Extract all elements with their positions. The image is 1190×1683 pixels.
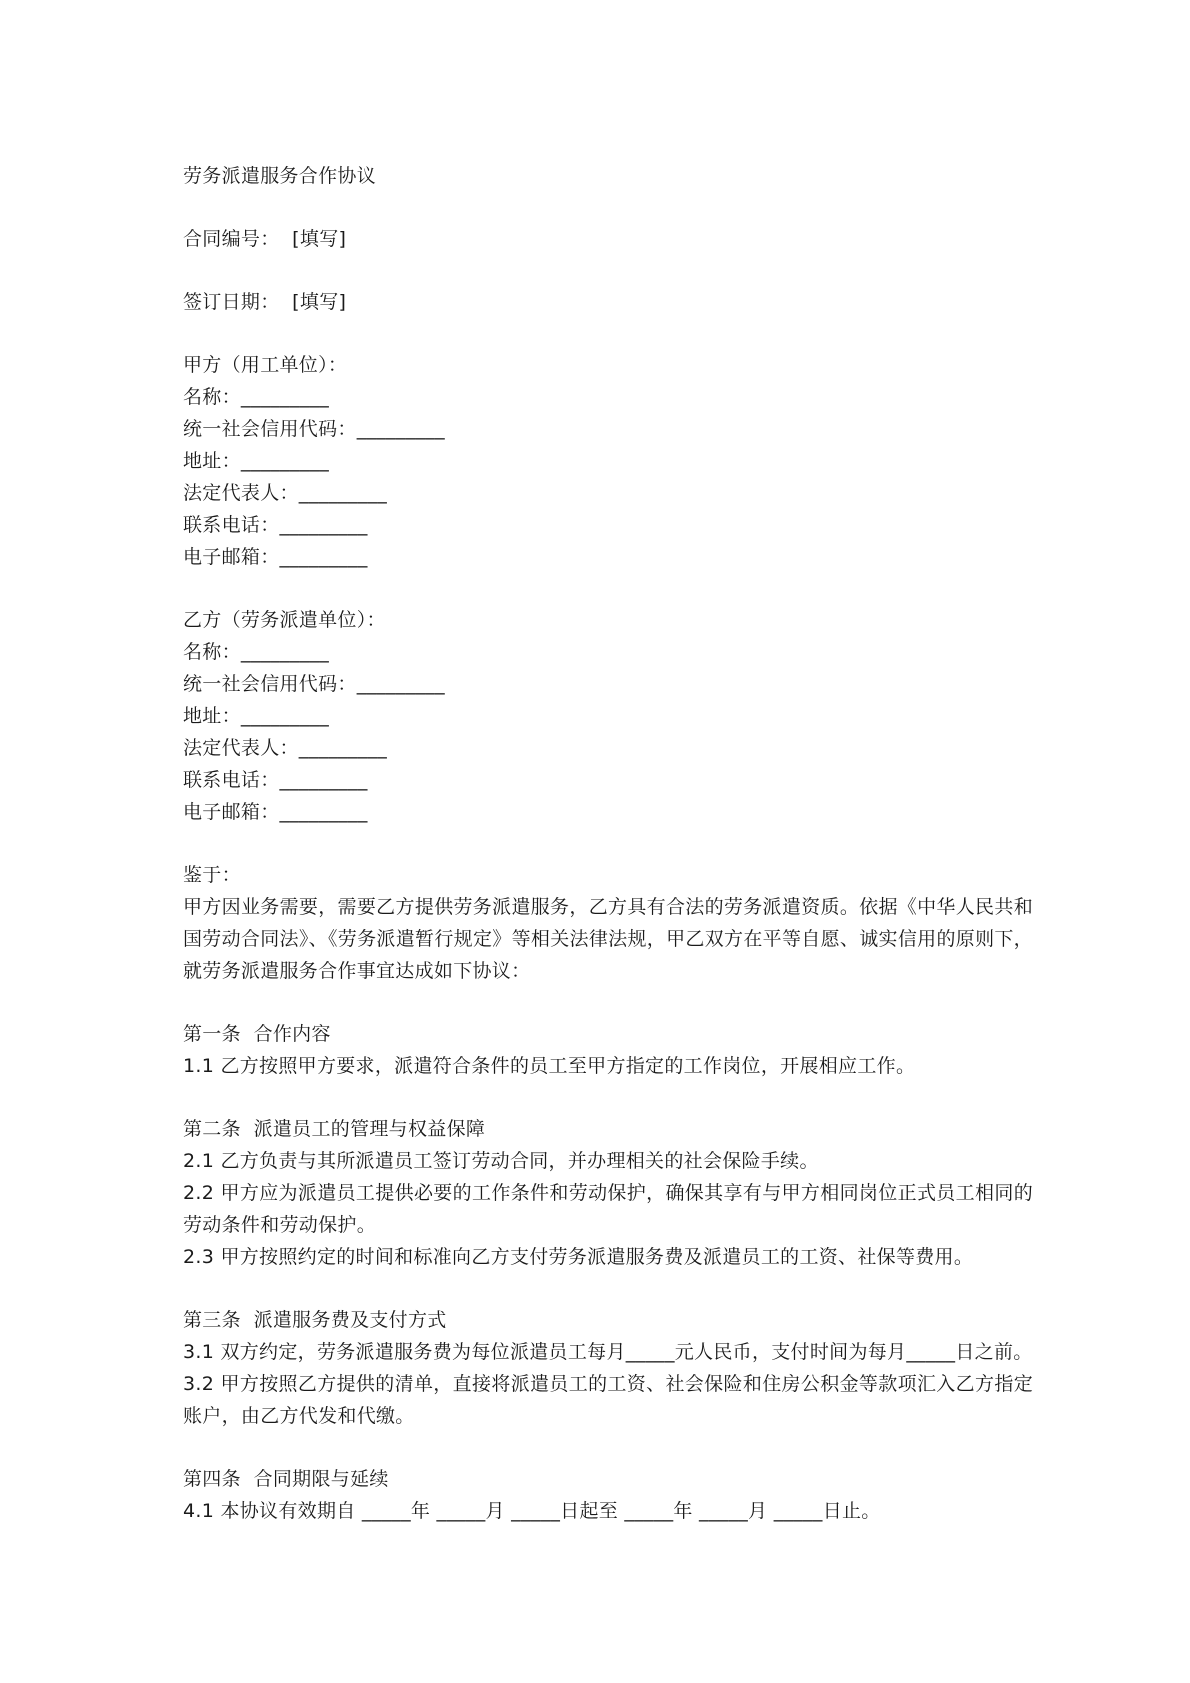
clause-1-1: 1.1 乙方按照甲方要求，派遣符合条件的员工至甲方指定的工作岗位，开展相应工作。 [183, 1055, 916, 1077]
article-4-heading: 第四条 合同期限与延续 [183, 1468, 389, 1490]
spacer [183, 1273, 1033, 1304]
party-a-credit-code: 统一社会信用代码：_________ [183, 418, 445, 440]
clause-3-1: 3.1 双方约定，劳务派遣服务费为每位派遣员工每月_____元人民币，支付时间为每月_____日之前。 [183, 1341, 1033, 1363]
spacer [183, 1082, 1033, 1113]
document-title: 劳务派遣服务合作协议 [183, 165, 377, 187]
party-b-address: 地址：_________ [183, 705, 330, 727]
party-a-legal-rep: 法定代表人：_________ [183, 482, 388, 504]
whereas-heading: 鉴于： [183, 864, 241, 886]
party-a-address: 地址：_________ [183, 450, 330, 472]
party-a-email: 电子邮箱：_________ [183, 546, 368, 568]
party-a-name: 名称：_________ [183, 386, 330, 408]
document-body [183, 160, 1033, 1527]
article-3-heading: 第三条 派遣服务费及支付方式 [183, 1309, 447, 1331]
article-2-heading: 第二条 派遣员工的管理与权益保障 [183, 1118, 486, 1140]
party-b-phone: 联系电话：_________ [183, 769, 368, 791]
article-1-heading: 第一条 合作内容 [183, 1023, 331, 1045]
spacer [183, 987, 1033, 1018]
spacer [183, 828, 1033, 859]
spacer [183, 255, 1033, 286]
spacer [183, 1432, 1033, 1463]
party-b-legal-rep: 法定代表人：_________ [183, 737, 388, 759]
whereas-body: 甲方因业务需要，需要乙方提供劳务派遣服务，乙方具有合法的劳务派遣资质。依据《中华人民共和国劳动合同法》、《劳务派遣暂行规定》等相关法律法规，甲乙双方在平等自愿、诚实信用的原则下，就劳务派遣服务合作事宜达成如下协议： [183, 896, 1033, 982]
party-a-heading: 甲方（用工单位）： [183, 354, 348, 376]
contract-number: 合同编号： [填写] [183, 228, 347, 250]
clause-3-2: 3.2 甲方按照乙方提供的清单，直接将派遣员工的工资、社会保险和住房公积金等款项汇入乙方指定账户，由乙方代发和代缴。 [183, 1373, 1033, 1427]
party-b-email: 电子邮箱：_________ [183, 801, 368, 823]
spacer [183, 192, 1033, 223]
party-b-heading: 乙方（劳务派遣单位）： [183, 609, 386, 631]
clause-2-1: 2.1 乙方负责与其所派遣员工签订劳动合同，并办理相关的社会保险手续。 [183, 1150, 819, 1172]
clause-2-2: 2.2 甲方应为派遣员工提供必要的工作条件和劳动保护，确保其享有与甲方相同岗位正式员工相同的劳动条件和劳动保护。 [183, 1182, 1033, 1236]
clause-4-1: 4.1 本协议有效期自 _____年 _____月 _____日起至 _____年 _____月 _____日止。 [183, 1500, 881, 1522]
spacer [183, 573, 1033, 604]
party-a-phone: 联系电话：_________ [183, 514, 368, 536]
sign-date: 签订日期： [填写] [183, 291, 347, 313]
clause-2-3: 2.3 甲方按照约定的时间和标准向乙方支付劳务派遣服务费及派遣员工的工资、社保等费用。 [183, 1246, 974, 1268]
party-b-credit-code: 统一社会信用代码：_________ [183, 673, 445, 695]
party-b-name: 名称：_________ [183, 641, 330, 663]
spacer [183, 318, 1033, 349]
